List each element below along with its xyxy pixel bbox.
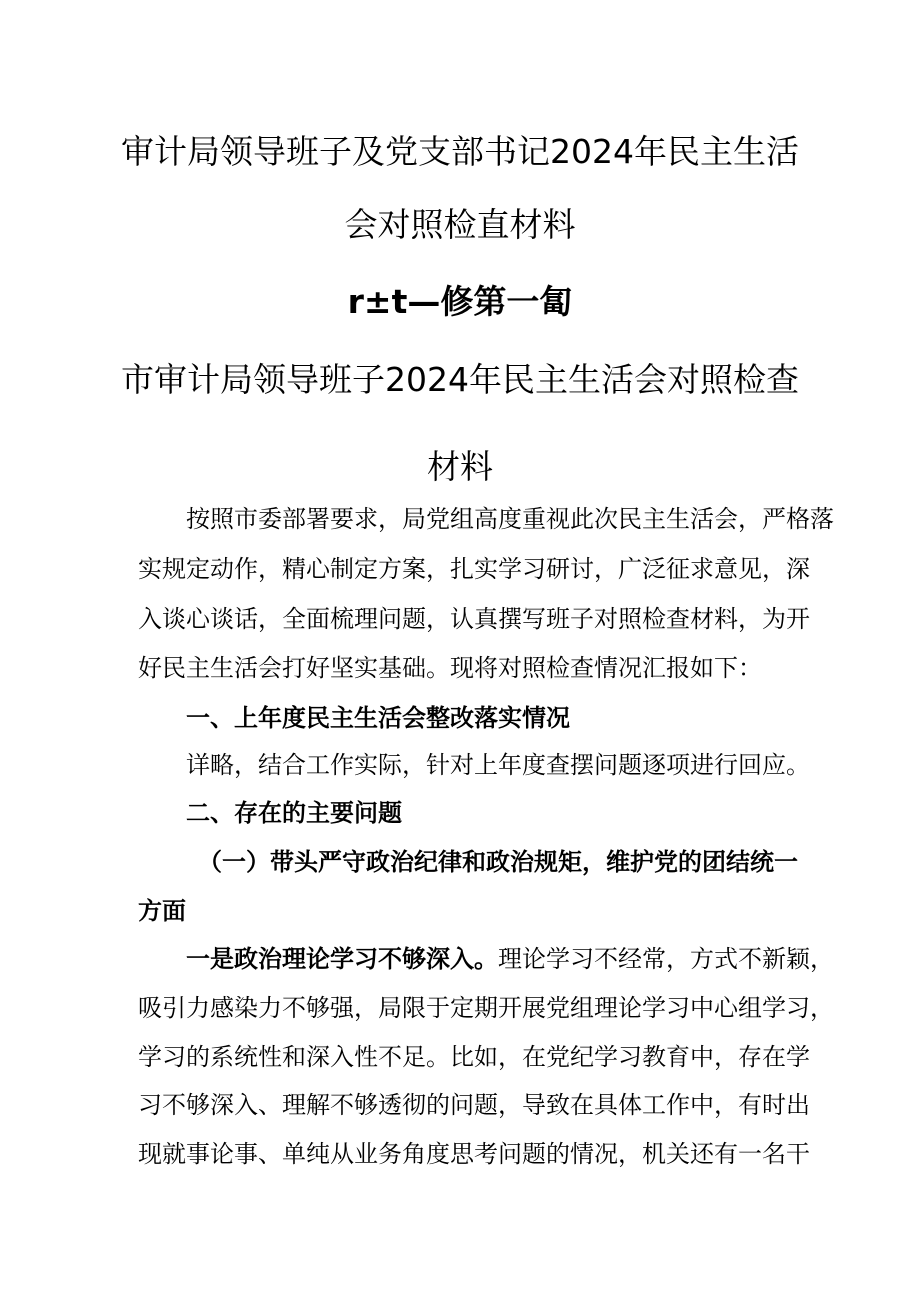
point-1-line-2: 吸引力感染力不够强，局限于定期开展党组理论学习中心组学习， [138, 994, 834, 1022]
section-title-line-1: 市审计局领导班子2024年民主生活会对照检查 [121, 360, 799, 399]
document-subtitle: r±t—修第一匐 [347, 282, 573, 321]
intro-line-4: 好民主生活会打好坚实基础。现将对照检查情况汇报如下： [138, 654, 762, 682]
heading-2: 二、存在的主要问题 [186, 799, 402, 827]
heading-1-text: 详略，结合工作实际，针对上年度查摆问题逐项进行回应。 [186, 751, 810, 779]
point-1-line-5: 现就事论事、单纯从业务角度思考问题的情况，机关还有一名干 [138, 1140, 810, 1168]
sub-heading-line-2: 方面 [138, 897, 186, 925]
section-title-line-2: 材料 [427, 447, 493, 486]
point-1-line-4: 习不够深入、理解不够透彻的问题，导致在具体工作中，有时出 [138, 1091, 810, 1119]
intro-line-1: 按照市委部署要求，局党组高度重视此次民主生活会，严格落 [186, 505, 834, 533]
point-1-lead: 一是政治理论学习不够深入。 [186, 945, 498, 973]
point-1-text: 理论学习不经常，方式不新颖， [498, 945, 834, 973]
document-title-line-2: 会对照检直材料 [344, 205, 576, 244]
heading-1: 一、上年度民主生活会整改落实情况 [186, 704, 570, 732]
point-1-line-3: 学习的系统性和深入性不足。比如，在党纪学习教育中，存在学 [138, 1043, 810, 1071]
intro-line-2: 实规定动作，精心制定方案，扎实学习研讨，广泛征求意见，深 [138, 555, 810, 583]
point-1-line-1 [186, 943, 846, 975]
document-title-line-1: 审计局领导班子及党支部书记2024年民主生活 [121, 132, 799, 171]
sub-heading-line-1: （一）带头严守政治纪律和政治规矩，维护党的团结统一 [198, 848, 798, 876]
intro-line-3: 入谈心谈话，全面梳理问题，认真撰写班子对照检查材料，为开 [138, 605, 810, 633]
